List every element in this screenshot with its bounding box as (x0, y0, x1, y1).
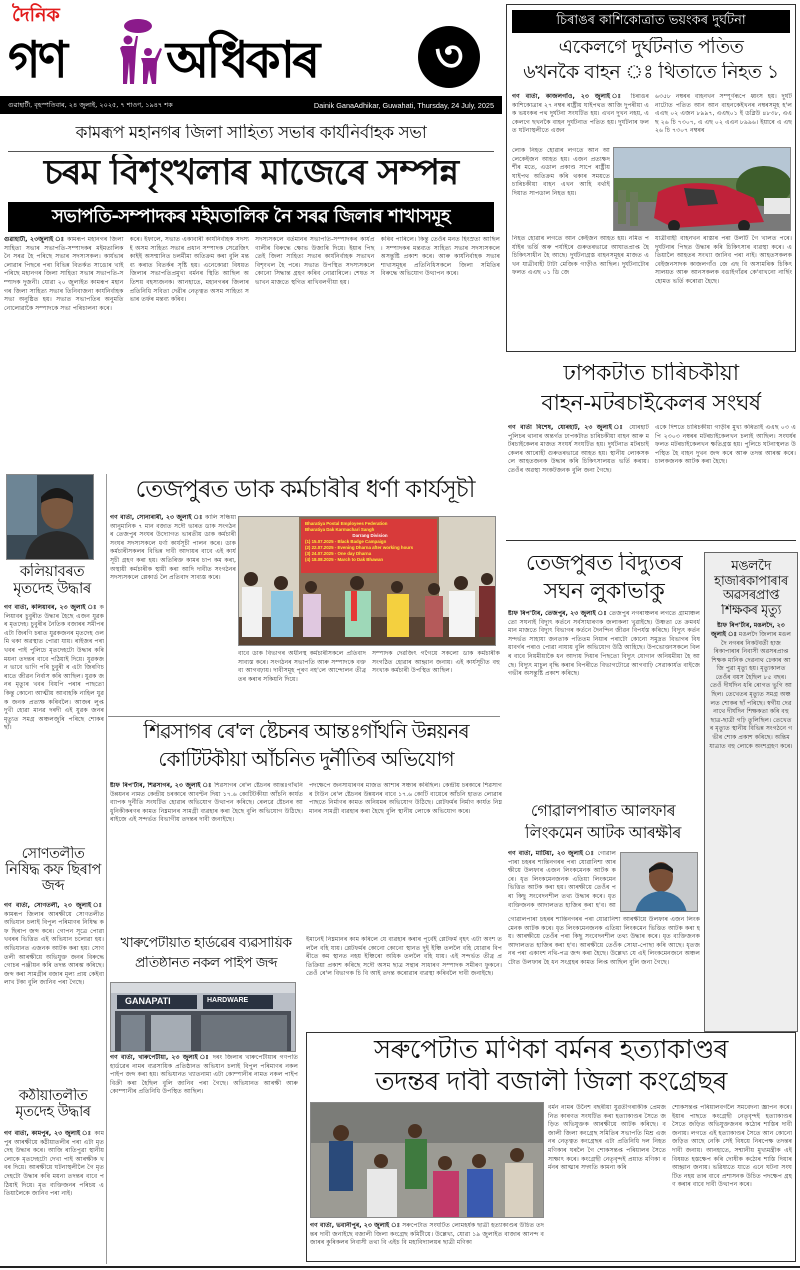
sivasagar-column-1: ষ্টাফ ৰিপ'ৰ্টাৰ, শিৱসাগৰ, ২৩ জুলাই ঃ শিৱসাগৰ ৰে'ল ষ্টেচনৰ আন্তঃগাঁথনি উন্নয়নৰ নামত কেন্দ্ৰীয় চৰকাৰে আবণ্টন দিয়া ১৭.৬ কোটিটকীয়া আঁচনি কাৰ্যত ব্যাপক দুৰ্নীতি সংঘটিত হোৱাৰ অভিযোগ উত্থাপন কৰিছে। ৰেলৱে ষ্টেচনৰ আধুনিকীকৰণৰ কামত নিম্নমানৰ সামগ্ৰী ব্যৱহাৰ কৰা হৈছে বুলি অভিযোগ উঠিছে। ৰাইজে এই সন্দৰ্ভত বিভাগীয় তদন্তৰ দাবী জনাইছে। (110, 782, 303, 824)
lead-subhead-bar (8, 202, 494, 232)
accident-kicker: চিৰাঙৰ কাশিকোত্ৰাত ভয়ংকৰ দুৰ্ঘটনা (556, 13, 746, 28)
lead-kicker: কামৰূপ মহানগৰ জিলা সাহিত্য সভাৰ কাৰ্যনিৰ্বাহক সভা (75, 124, 427, 143)
goalpara-body-top: গণ বাৰ্তা, মাটিয়া, ২৩ জুলাই ঃ গোৱালপাৰা চহৰৰ শান্তিনগৰৰ পৰা যোৱানিশা আৰক্ষীয়ে উলফাৰ এজন লিংকমেনক আটক কৰে। ধৃত লিংকমেনজনক এতিয়া লিংকমেন ভিত্তিত আটক কৰা হয়। আৰক্ষীয়ে তেওঁৰ পৰা কিছু সংবেদনশীল তথ্য উদ্ধাৰ কৰে। ধৃত ব্যক্তিজনক আদালতত হাজিৰ কৰা হ'ব। আ (508, 850, 616, 909)
power-body: ষ্টাফ ৰিপ'ৰ্টাৰ, তেজপুৰ, ২৩ জুলাই ঃ তেজপুৰ নগৰাঞ্চলৰ লগতে গ্ৰামাঞ্চলতো সঘনাই বিদ্যুৎ কৰ্তনে সৰ্বসাধাৰণক জলাকলা খুৱাইছে। উষ্ণতা তে ক্ৰমবৰ্ধমান মাজতে বিদ্যুৎ বিভাগৰ কৰ্তনে দৈনন্দিন জীৱন বিপৰ্যস্ত কৰিছে। বিদ্যুৎ কৰ্তন সন্দৰ্ভত সাহায্য জনতাক পতিতম নিয়াৰ পৰাটো কোনো সমুদ্ৰত বিভাগৰ বিষয়াবৰ্গৰ পৰাও পোৱা নাযায় বুলি অভিযোগ উঠি আহিছে। উপভোক্তাসকলে বিলৰ বাবে নিয়মীয়াকৈ ধন আদায় দিয়াৰ পিছতো বিদ্যুৎ যোগান অনিয়মীয়া হৈ আছে। বিদ্যুৎ মাচুল বৃদ্ধি কৰাৰ বিপৰীতে বিভাগটোৱে আগবাঢ়ি সেৱাকাৰ্যত বাইজে গভীৰ অসন্তুষ্টি প্ৰকাশ কৰিছে। (508, 610, 700, 678)
postal-protest-photo (238, 516, 496, 646)
page-bottom-rule (0, 1266, 800, 1268)
collision-body (508, 424, 796, 534)
teacher-headline-line3: অৱসৰপ্ৰাপ্ত (723, 589, 779, 604)
masthead-prefix: দৈনিক (12, 4, 60, 26)
collision-headline-line2: বাহন-মটৰচাইকেলৰ সংঘৰ্ষ (541, 392, 761, 416)
collision-column-2: একে দিশতে চাৰিচকীয়া গাড়ীৰ মুখ্য কৰিতাই এএছ ০৩ এপি ২৩০৩ নম্বৰৰ মটৰচাইকেলখন চলাই আছিল। সংঘৰ্ষৰ ফলত মটৰচাইকেলখন ক্ষতিগ্ৰস্ত হয়। পুলিচে ঘটনাস্থলত উপস্থিত হৈ বাহন দুখন জব্দ কৰে আৰু তদন্ত আৰম্ভ কৰে। চালকজনক আটক কৰা হৈছে। (655, 424, 796, 466)
accident-crash-photo (613, 147, 791, 231)
collision-column-1: গণ বাৰ্তা বিশেষ, যোৰহাট, ২৩ জুলাই ঃ যোৰহাট পুলিচৰ থানাৰ অন্তৰ্গত ঢাপকটাত চাৰিচকীয়া বাহন আৰু মটৰচাইকেলৰ মাজত সংঘৰ্ষ সংঘটিত হয়। দুৰ্ঘটনাত মটৰচাইকেলৰ আৰোহী গুৰুতৰভাৱে আহত হয়। স্থানীয় লোকসকলে আহতজনক উদ্ধাৰ কৰি চিকিৎসালয়ত ভৰ্তি কৰায়। তেওঁৰ অৱস্থা সংকটজনক বুলি জনা গৈছে। (508, 424, 649, 474)
person-photo (6, 474, 94, 560)
date-english: Dainik GanaAdhikar, Guwahati, Thursday, 24 July, 2025 (313, 100, 494, 110)
lead-headline: চৰম বিশৃংখলাৰ মাজেৰে সম্পন্ন (43, 154, 459, 193)
accident-text-right-top: ৬৩৫৮ নম্বৰৰ বাহনখন সম্পূৰ্ণৰূপে ধ্বংস হয়। দুৰ্ঘটনাটোত পতিত আন আন বাহনকেইখনৰ নম্বৰসমূহ হ'ল এএছ ০২ এজন ৮৯৯৭, এএছ০১ ই ডব্লিউ ৪৮৩৮, এএছ ২৬ চি ৭৩০৭, এ এছ ০২ এএন ৮৯৯৬। ইয়াৰে এ এছ ২৬ চি ৭৩০৭ নম্বৰৰ (655, 93, 792, 135)
power-headline-line1: তেজপুৰত বিদ্যুতৰ (525, 552, 683, 576)
accident-text-bottom-left: নিহত হোৱাৰ লগতে আন কেইজন আহত হয়। নমিত পৰ্যাইৰ ভৰ্ত্তি অৰু পৰ্যাইৰে গুৰুতৰভাৱে আঘাতপ্ৰাপ্ত হৈ চিকিৎসাধীন হৈ আছে। দুৰ্ঘটনাগ্ৰস্ত বাহনসমূহৰ মাজত এখন যাত্ৰীবাহী টাটা মেজিক গাড়ীও আছিল। দুৰ্ঘটনাটোৰ ফলত এএছ ০১ ডি জে (512, 235, 649, 277)
goalpara-headline-line2: লিংকমেন আটক আৰক্ষীৰ (525, 824, 681, 842)
accident-story-box (506, 4, 796, 352)
kathiatoli-headline: কঠীয়াতলীত মৃতদেহ উদ্ধাৰ (15, 1088, 91, 1121)
masthead-title-part1: গণ (8, 31, 66, 89)
date-bar (0, 96, 502, 114)
rupetat-family-photo (310, 1102, 544, 1218)
kaliabor-body: গণ বাৰ্তা, কলিয়াবৰ, ২৩ জুলাই ঃ কলিয়াবৰ চুবুৰীত উদ্ধাৰ হৈছে এজন যুৱকৰ মৃতদেহ। চুবুৰীৰ নৈতিক বজাৰৰ সমীপৰ এটা জিৰণি চৰাত যুৱকজনৰ মৃতদেহ ওলমি থকা অৱস্থাত পোৱা যায়। ৰাইজৰ পৰা খবৰ পাই পুলিচে মৃতদেহটো উদ্ধাৰ কৰি ময়না তদন্তৰ বাবে পঠিয়াই দিয়ে। যুৱকজন ভাবে ভাগি পৰি চুবুৰী ৰ এটা জিৰণিচৰাতে জীৱন নিৰ্বাস কৰি আছিল। যুৱক জনৰ মৃত্যুৰ খবৰ বিয়পি পৰাৰ পাছতো কিন্তু কোনো আত্মীয় আবাহকি নাহিল যুৱক জনক প্ৰত্যক্ষ কৰিবলৈ। আজৰ লুপ্ত দুখী হোৱা মানৱ দৰদী এই যুৱক জনৰ মৃত্যুত সমগ্ৰ অঞ্চলজুৰি পৰিছে শোকৰ ছাঁ। (4, 604, 104, 732)
banner-text: Bharatiya Postal Employees Federation Bharatiya Dak Karmachari Sangh Darrang Division (1) 15.07.2025 - Black Badge Campaign (2) 22.07.2025 - Evening Dharna after working hours (3) 24.07.2025 - One day Dharna (4) 18.08.2025 - March to Dak Bhawan (305, 521, 414, 562)
masthead-title-part2: অধিকাৰ (166, 31, 318, 89)
accident-text-bottom-right: যাত্ৰীবাহী বাহনখন ৰাস্তাৰ পৰা উলটি গৈ খালত পৰে। দুৰ্ঘটনাৰ পিছত উদ্ধাৰ কৰি চিকিৎসাৰ ব্যৱস্থা কৰে। এতিয়ালৈ আহতৰ সংখ্যা জানিব পৰা নাই। আহতসকলক বেইজনসাদক কাজলগাঁও জে এছ বি অসামৰিক চিকিৎসালয়ত আৰু আনসকলক বঙাইগাঁৱৰ কে'বাখনো নাৰ্ছিং হোমত ভৰ্তি কৰোৱা হৈছে। (655, 235, 792, 285)
lead-column-2: কৰে। ইফালে, সভাত একাবাৰী কাৰ্যনিৰ্বাহক সদস্যই অসম সাহিত্য সভাৰ প্ৰধান সম্পাদক সেৱেজিৎ কাইই অসম্মানিত চলৰ্মীমা অতিক্ৰম কৰা বুলি মন্তব্য কৰাত বিতৰ্কৰ সৃষ্টি হয়। এনেকোৱা বিষয়ত জিলাৰ সভাপতিপ্ৰমুখ্য বৰ্মনৰ স্থিতি আছিল অতিশয় বহস্যজনক। আনহাতে, মহানগৰৰ জিলাৰ প্ৰতিনিধি সবিতা দেৱীৰ নেতৃত্বত অসম সাহিত্য সভাৰ তৰ্ফৰ মন্তব্য কৰিব। (129, 236, 249, 304)
sivasagar-headline-line1: শিৱসাগৰ ৰে'ল ষ্টেচনৰ আন্তঃগাঁথনি উন্নয়নৰ (143, 720, 469, 743)
hardware-shop-photo (110, 982, 296, 1052)
divider (506, 540, 796, 541)
kharupetia-headline-line1: খাৰুপেটীয়াত হাৰ্ডৱেৰ ব্যৱসায়িক (120, 936, 292, 951)
masthead-logo-icon (114, 18, 162, 86)
sivasagar-column-2: পদক্ষেপে জনসাধাৰণৰ মাজত আশাৰ সঞ্চাৰ কৰিছিল। কেন্দ্ৰীয় চৰকাৰে শিৱসাগৰ টাউন ৰে'ল ষ্টেচনৰ উন্নয়নৰ বাবে ১৭.৬ কোটি ব্যয়েৰে আঁচনি হাতত লোৱাৰ পাছতে নিৰ্মাণৰ কামত অনিয়মৰ অভিযোগ উঠিছে। প্লেটফৰ্মৰ নিৰ্মাণ কাৰ্যত নিম্নমানৰ সামগ্ৰী ব্যৱহাৰ কৰা হৈছে বুলি স্থানীয় লোকে অভিযোগ কৰে। (309, 782, 502, 815)
date-assamese: গুৱাহাটী, বৃহস্পতিবাৰ, ২৪ জুলাই, ২০২৫, ৭ শাওণ, ১৯৪৭ শক (8, 100, 173, 109)
postal-body-lower-2: সম্পাদক দেৱজিৎ গগৈয়ে সকলো ডাক কৰ্মচাৰীক সংগঠিত হোৱাৰ আহ্বান জনায়। এই কাৰ্যসূচীত বহু সংখ্যক কৰ্মচাৰী উপস্থিত আছিল। (372, 650, 500, 675)
lead-column-4: কৰিব পাৰিলে। কিন্তু তেওঁৰ মনত হিংস্ৰতা আছিল। সম্পাদকৰ মন্তব্যত সাহিত্য সভাৰ সদস্যসকলে অসন্তুষ্টি প্ৰকাশ কৰে। আৰু কাৰ্যনিৰ্বাহক সভাৰ শাখাসমূহৰ প্ৰতিনিধিসকলে জিলা সমিতিৰ বিৰুদ্ধে অভিযোগ উত্থাপন কৰে। (380, 236, 500, 278)
collision-headline-line1: ঢাপকটাত চাৰিচকীয়া (563, 362, 739, 386)
postal-body: গণ বাৰ্তা, সোনাৰাৰী, ২৩ জুলাই ঃ কালি সন্ধিয়া আনুমানিক ৭ মান বজাত সদৌ ভাৰত ডাক সংগঠনৰ তেজপুৰ সংঘৰ উদ্যোগত ভাৰতীয় ডাক কৰ্মচাৰী সংঘৰ সদস্যসকলে ধৰ্ণা কাৰ্যসূচী পালন কৰে। ডাক কৰ্মচাৰীসকলৰ বিভিন্ন দাবী আদায়ৰ বাবে এই কাৰ্যসূচী গ্ৰহণ কৰা হয়। অতিৰিক্ত কামৰ চাপ কম কৰা, অস্থায়ী কৰ্মচাৰীক স্থায়ী কৰা আদি দাবীত সংগঠনৰ সদস্যসকলে প্লেকাৰ্ড লৈ প্ৰতিবাদ সাব্যস্ত কৰে। (110, 514, 236, 582)
rupetat-column-1: গণ বাৰ্তা, ভবানীপুৰ, ২৩ জুলাই ঃ সৰুপেটাত সংঘটিত লোমহৰ্ষক ছাত্ৰী হত্যাকাণ্ডৰ উচিত তদন্তৰ দাবী জনাইছে বজালী জিলা কংগ্ৰেছ কমিটীয়ে। উল্লেখ্য, যোৱা ১৯ জুলাইত বাজাৰ আনন্দ বজাৰৰ কুৰিকলৰ নিবাসী তথা বি এইচ বি মহাবিদ্যালয়ৰ ছাত্ৰী মণিকা (310, 1222, 544, 1247)
rupetat-column-3: শোকসন্তপ্ত পৰিয়ালবৰ্গলৈ সমবেদনা জ্ঞাপন কৰে। ইয়াৰ পাছতে কংগ্ৰেছী নেতৃবৃন্দই হত্যাকাণ্ডৰ সৈতে জড়িত অভিযুক্তজনৰ কঠোৰ শাস্তিৰ দাবী জনায়। লগতে এই হত্যাকাণ্ডৰ সৈতে আন কোনো জড়িত আছে নেকি সেই বিষয়ে নিৰপেক্ষ তদন্তৰ দাবী জনায়। আনহাতে, সন্মানীয় মুখ্যমন্ত্ৰীক এই বিষয়ত হস্তক্ষেপ কৰি দোষীক কঠোৰ শাস্তি দিয়াৰ আহ্বান জনায়। ভৱিষ্যতে যাতে এনে ঘটনা সংঘটিত নহয় তাৰ বাবে প্ৰশাসনক উচিত পদক্ষেপ গ্ৰহণ কৰাৰ বাবে দাবী উত্থাপন কৰে। (672, 1104, 792, 1189)
accident-kicker-bar (512, 10, 790, 33)
people-figures (242, 572, 495, 637)
postal-body-lower (238, 650, 500, 710)
lead-column-1: গুৱাহাটী, ২৩জুলাই ঃ কামৰূপ মহানগৰ জিলা সাহিত্য সভাৰ সভাপতি-সম্পাদকৰ মইমতালিক নৈ সৰৱ হৈ পৰিছে সভাৰ সদস্যসকল। কাৰ্যভাৰ লোৱাৰ পিছৰে পৰা বিভিন্ন বিতৰ্কত সাঙোৰ খাই পৰিছে মহানগৰ জিলা সাহিত্য সভাৰ সভাপতি-সম্পাদক দুজনী। যোৱা ২০ জুলাইত কামৰূপ মহানগৰ জিলা সাহিত্য সভাৰ তিনিবাজনা কাৰ্যনিৰ্বাহক সভা অনুষ্ঠিত হয়। সভাত সভাপতিৰ অনুমতি নোলোৱাকৈ সম্পাদকে সভা পৰিচালনা কৰে। (4, 236, 124, 312)
accident-text-left: লোক নিহত হোৱাৰ লগতে আন আলেকেইজন আহত হয়। এজন প্ৰত্যক্ষদৰ্শীৰ মতে, এডাল প্ৰকাণ্ড সাপে ৰাষ্ট্ৰীয় ঘাইপথ অতিক্ৰম কৰি থকাৰ সময়তে চাৰিচকীয়া বাহন এখন আহি বৰ্থাই দিয়াত সাপডাল নিহত হয়। (512, 147, 610, 197)
goalpara-headline-line1: গোৱালপাৰাত আলফাৰ (530, 802, 676, 820)
power-headline-line2: সঘন লুকাভাকু (543, 580, 665, 604)
teacher-headline-line1: মঙলদৈ (731, 559, 771, 574)
sivasagar-column-3: ইমানেই নিম্নমানৰ কাম কৰিলে যে ব্যৱহাৰ কৰাৰ পূৰ্বেই প্লেটফৰ্ম বৃহৎ এটা অংশ তললৈ বহি যায়। প্লেটফৰ্মৰ কোনো কোনো স্থানত দুই ইঞ্চি তললৈ বহি যোৱাৰ বিপৰীতে কম স্থানত নহয় ইঞ্চিৰো অধিক তললৈ বহি যায়। এই সন্দৰ্ভত তীব্ৰ প্ৰতিক্ৰিয়া প্ৰকাশ কৰিছে সদৌ অসম ছাত্ৰ সন্থাৰ সাধাৰণ সম্পাদক সমীৰণ ফুকনে। তেওঁ ৰে'ল বিভাগক চি বি আই তদন্ত কৰোৱাৰ ব্যৱস্থা কৰিবলৈ দাবী জনাইছে। (306, 936, 502, 978)
divider (108, 716, 500, 717)
goalpara-person-photo (620, 852, 698, 912)
rupetat-column-2: বৰ্মন নামৰ উনৈশ বছৰীয়া যুৱতীগৰাকীক প্ৰেমজনিত কাৰণত সংঘটিত কৰা হত্যাকাণ্ডৰ সৈতে জড়িত অভিযুক্তক আৰক্ষীয়ে আটক কৰিছে। বজালী জিলা কংগ্ৰেছ সমিতিৰ সভাপতি মিশ্ৰ এজনৰ নেতৃত্বত কংগ্ৰেছৰ এটা প্ৰতিনিধি দল নিহত মণিকাৰ ঘৰলৈ গৈ শোকসন্তপ্ত পৰিয়ালৰ সৈতে সাক্ষাৎ কৰে। কংগ্ৰেছী নেতৃবৃন্দই প্ৰয়াত মণিকা বৰ্মনৰ আত্মাৰ সদ্গতি কামনা কৰি (548, 1104, 666, 1172)
accident-body-top (512, 93, 792, 145)
rupetat-headline-line2: তদন্তৰ দাবী বজালী জিলা কংগ্ৰেছৰ (375, 1068, 727, 1097)
accident-body-bottom (512, 235, 792, 347)
lead-subhead: সভাপতি-সম্পাদকৰ মইমতালিক নৈ সৰৱ জিলাৰ শাখাসমূহ (52, 205, 450, 227)
kaliabor-headline: কলিয়াবৰত মৃতদেহ উদ্ধাৰ (13, 563, 91, 597)
kharupetia-headline-line2: প্ৰতিষ্ঠানত নকল পাইপ জব্দ (134, 956, 278, 971)
kharupetia-body: গণ বাৰ্তা, খাৰুপেটীয়া, ২৩ জুলাই ঃ দৰং জিলাৰ খাৰুপেটীয়াৰ গণপতি হাৰ্ডৱেৰ নামৰ ব্যৱসায়িক প্ৰতিষ্ঠানত অভিযান চলাই বিপুল পৰিমাণৰ নকল পাইপ জব্দ কৰা হয়। অভিযানত খ্যাতনামা এটা কোম্পানীৰ নামত নকল পাইপ বিক্ৰী কৰা হৈছিল বুলি জানিব পৰা গৈছে। অভিযানত আৰক্ষী আৰু কোম্পানীৰ প্ৰতিনিধি উপস্থিত আছিল। (110, 1054, 298, 1096)
kathiatoli-body: গণ বাৰ্তা, কামপুৰ, ২৩ জুলাই ঃ কামপুৰ আৰক্ষীয়ে কঠীয়াতলীৰ পৰা এটা মৃতদেহ উদ্ধাৰ কৰে। আজি ৰাতিপুৱা স্থানীয় লোকে মৃতদেহটো দেখা পাই আৰক্ষীক খবৰ দিয়ে। আৰক্ষীয়ে ঘটনাস্থলীলৈ গৈ মৃতদেহটো উদ্ধাৰ কৰি ময়না তদন্তৰ বাবে পঠিয়াই দিয়ে। মৃত ব্যক্তিজনৰ পৰিচয় এতিয়ালৈকে জানিব পৰা নাই। (4, 1130, 104, 1198)
sivasagar-body (110, 782, 502, 930)
rupetat-headline-line1: সৰুপেটাত মণিকা বৰ্মনৰ হত্যাকাণ্ডৰ (374, 1036, 728, 1065)
shop-sign-hardware: HARDWARE (207, 997, 249, 1004)
teacher-headline-line4: শিক্ষকৰ মৃত্যু (721, 603, 781, 618)
page-number-badge (418, 26, 480, 88)
shop-sign-ganapati: GANAPATI (125, 996, 171, 1006)
accident-text-top: গণ বাৰ্তা, কাজলগাঁও, ২৩ জুলাই ঃ চিৰাঙৰ কাশিকোত্ৰাৰ ২৭ নম্বৰ ৰাষ্ট্ৰীয় ঘাইপথত আজি দুপৰীয়া এক ভয়ংকৰ পথ দুৰ্ঘটনা সংঘটিত হয়। এখন দুখন নহয়, একেলগে ছখনকৈ বাহন দুৰ্ঘটনাত পতিত হয়। দুৰ্ঘটনাৰ ফলত ঘটনাস্থলীতে এজন (512, 93, 649, 135)
teacher-story-box (704, 552, 798, 1032)
postal-headline: তেজপুৰত ডাক কৰ্মচাৰীৰ ধৰ্ণা কাৰ্যসূচী (135, 476, 475, 503)
lead-body (4, 236, 500, 386)
cough-syrup-headline: সোণতলীত নিষিদ্ধ কফ ছিৰাপ জব্দ (5, 846, 101, 895)
goalpara-body-bottom: গোৱালপাৰা চহৰৰ শান্তিনগৰৰ পৰা যোৱানিশা আৰক্ষীয়ে উলফাৰ এজন লিংকমেনক আটক কৰে। ধৃত লিংকমেনজনক এতিয়া লিংকমেন ভিত্তিত আটক কৰা হয়। আৰক্ষীয়ে তেওঁৰ পৰা কিছু সংবেদনশীল তথ্য উদ্ধাৰ কৰে। ধৃত ব্যক্তিজনক আদালতত হাজিৰ কৰা হ'ব। আৰক্ষীয়ে তেওঁক সোধা-পোছা কৰি আছে। ধৃতজনৰ পৰা একাংশ নথি-পত্ৰ জব্দ কৰা হৈছে। উল্লেখ্য যে এই লিংকমেনজনে অঞ্চলটোত উলফাৰ হৈ ধন সংগ্ৰহৰ কামত লিপ্ত আছিল বুলি জনা গৈছে। (508, 916, 700, 966)
postal-body-lower-1: বাবে ডাক বিভাগৰ অধীনস্থ কৰ্মচাৰীসকলে প্ৰতিবাদ সাব্যস্ত কৰে। সংগঠনৰ সভাপতি আৰু সম্পাদকে বক্তব্য আগবঢ়ায়। দাবীসমূহ পূৰণ নহ'লে আন্দোলন তীব্ৰতৰ কৰাৰ সকিয়নি দিয়ে। (238, 650, 366, 683)
page-number: ৩ (434, 31, 464, 82)
lead-column-3: সদস্যসকলে বৰ্তমানৰ সভাপতি-সম্পাদকৰ কাৰ্যপ্ৰণালীৰ বিৰুদ্ধে ক্ষোভ উজাৰি দিয়ে। ইয়াৰ পিছতেই জিলা সাহিত্য সভাৰ কাৰ্যনিৰ্বাহক সভাখন বিশৃংখল হৈ পৰে। সভাত উপস্থিত সদস্যসকলে কোনো সিদ্ধান্ত গ্ৰহণ কৰিব নোৱাৰিলে। শেষত সভাখন মাজতে স্থগিত ৰাখিবলগীয়া হয়। (255, 236, 375, 286)
teacher-body: ষ্টাফ ৰিপ'ৰ্টাৰ, মঙলদৈ, ২৩ জুলাই ঃ মঙলদৈ জিলাৰ মঙলদৈ নগৰৰ নিকটবৰ্তী হাজৰিকাপাৰাৰ নিবাসী অৱসৰপ্ৰাপ্ত শিক্ষক মানিক দেৱনাথ ঢেকাৰ আজি পুৱা মৃত্যু হয়। মৃত্যুকালত তেওঁৰ বয়স হৈছিল ৮৫ বছৰ। তেওঁ দীৰ্ঘদিন ধৰি ৰোগত ভুগি আছিল। তেখেতৰ মৃত্যুত সমগ্ৰ অঞ্চলত শোকৰ ছাঁ পৰিছে। স্বৰ্গীয় দেৱনাথে দীৰ্ঘদিন শিক্ষকতা কৰি বহু ছাত্ৰ-ছাত্ৰী গঢ়ি তুলিছিল। তেখেতৰ মৃত্যুত স্থানীয় বিভিন্ন সংগঠনে গভীৰ শোক প্ৰকাশ কৰিছে। অন্তিম যাত্ৰাত বহু লোকে অংশগ্ৰহণ কৰে। (709, 622, 793, 750)
sivasagar-headline-line2: কোটিটকীয়া আঁচনিত দুৰ্নীতিৰ অভিযোগ (158, 748, 454, 771)
cough-syrup-body: গণ বাৰ্তা, সোণতলী, ২৩ জুলাই ঃ কামৰূপ জিলাৰ আৰক্ষীয়ে সোণতলীত অভিযান চলাই বিপুল পৰিমাণৰ নিষিদ্ধ কফ ছিৰাপ জব্দ কৰে। গোপন সূত্ৰে পোৱা খবৰৰ ভিত্তিত এই অভিযান চলোৱা হয়। অভিযানত এজনক আটক কৰা হয়। সোণতলী আৰক্ষীয়ে অভিযুক্ত জনৰ বিৰুদ্ধে গোচৰ পঞ্জীয়ন কৰি তদন্ত আৰম্ভ কৰিছে। জব্দ কৰা সামগ্ৰীৰ বজাৰ মূল্য প্ৰায় কেইবা লাখ টকা বুলি জানিব পৰা গৈছে। (4, 902, 104, 987)
teacher-headline-line2: হাজৰিকাপাৰাৰ (714, 574, 788, 589)
divider (8, 151, 494, 152)
masthead (0, 0, 502, 118)
accident-headline-line1: একেলগে দুৰ্ঘটনাত পতিত (558, 37, 744, 58)
lead-story (0, 118, 502, 473)
accident-headline-line2: ৬খনকৈ বাহন ঃ থিতাতে নিহত ১ (523, 62, 779, 83)
column-rule (106, 474, 107, 1264)
